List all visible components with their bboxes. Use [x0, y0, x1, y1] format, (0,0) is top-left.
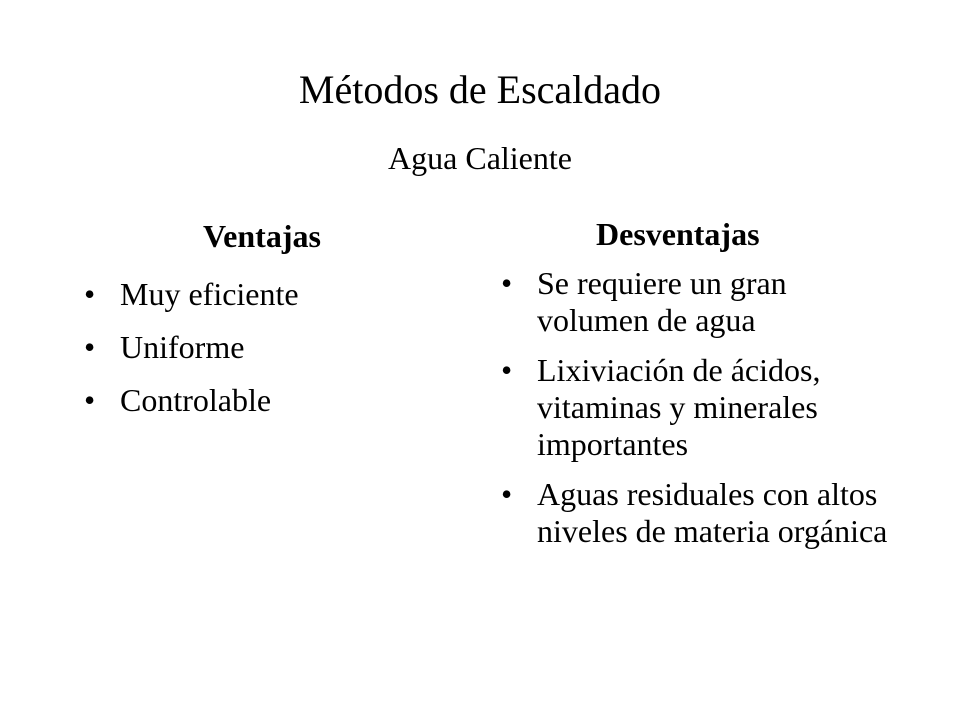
list-item-text: Se requiere un gran volumen de agua	[537, 265, 787, 338]
bullet-icon: •	[84, 276, 96, 312]
list-item-text: Lixiviación de ácidos, vitaminas y minerales importantes	[537, 352, 821, 462]
list-item	[501, 352, 901, 463]
disadvantages-list	[501, 265, 901, 563]
list-item	[84, 382, 424, 419]
list-item	[84, 276, 424, 313]
bullet-icon: •	[84, 329, 96, 365]
list-item	[84, 329, 424, 366]
list-item-text: Controlable	[120, 382, 272, 418]
slide-title: Métodos de Escaldado	[298, 67, 662, 112]
slide-subtitle: Agua Caliente	[388, 140, 572, 176]
list-item-text: Muy eficiente	[120, 276, 299, 312]
bullet-icon: •	[501, 476, 513, 512]
bullet-icon: •	[501, 352, 513, 388]
bullet-icon: •	[84, 382, 96, 418]
list-item	[501, 476, 901, 550]
bullet-icon: •	[501, 265, 513, 301]
list-item-text: Aguas residuales con altos niveles de materia orgánica	[537, 476, 888, 549]
disadvantages-heading: Desventajas	[596, 216, 760, 252]
list-item-text: Uniforme	[120, 329, 245, 365]
list-item	[501, 265, 901, 339]
advantages-heading: Ventajas	[203, 218, 321, 254]
advantages-list	[84, 276, 424, 435]
